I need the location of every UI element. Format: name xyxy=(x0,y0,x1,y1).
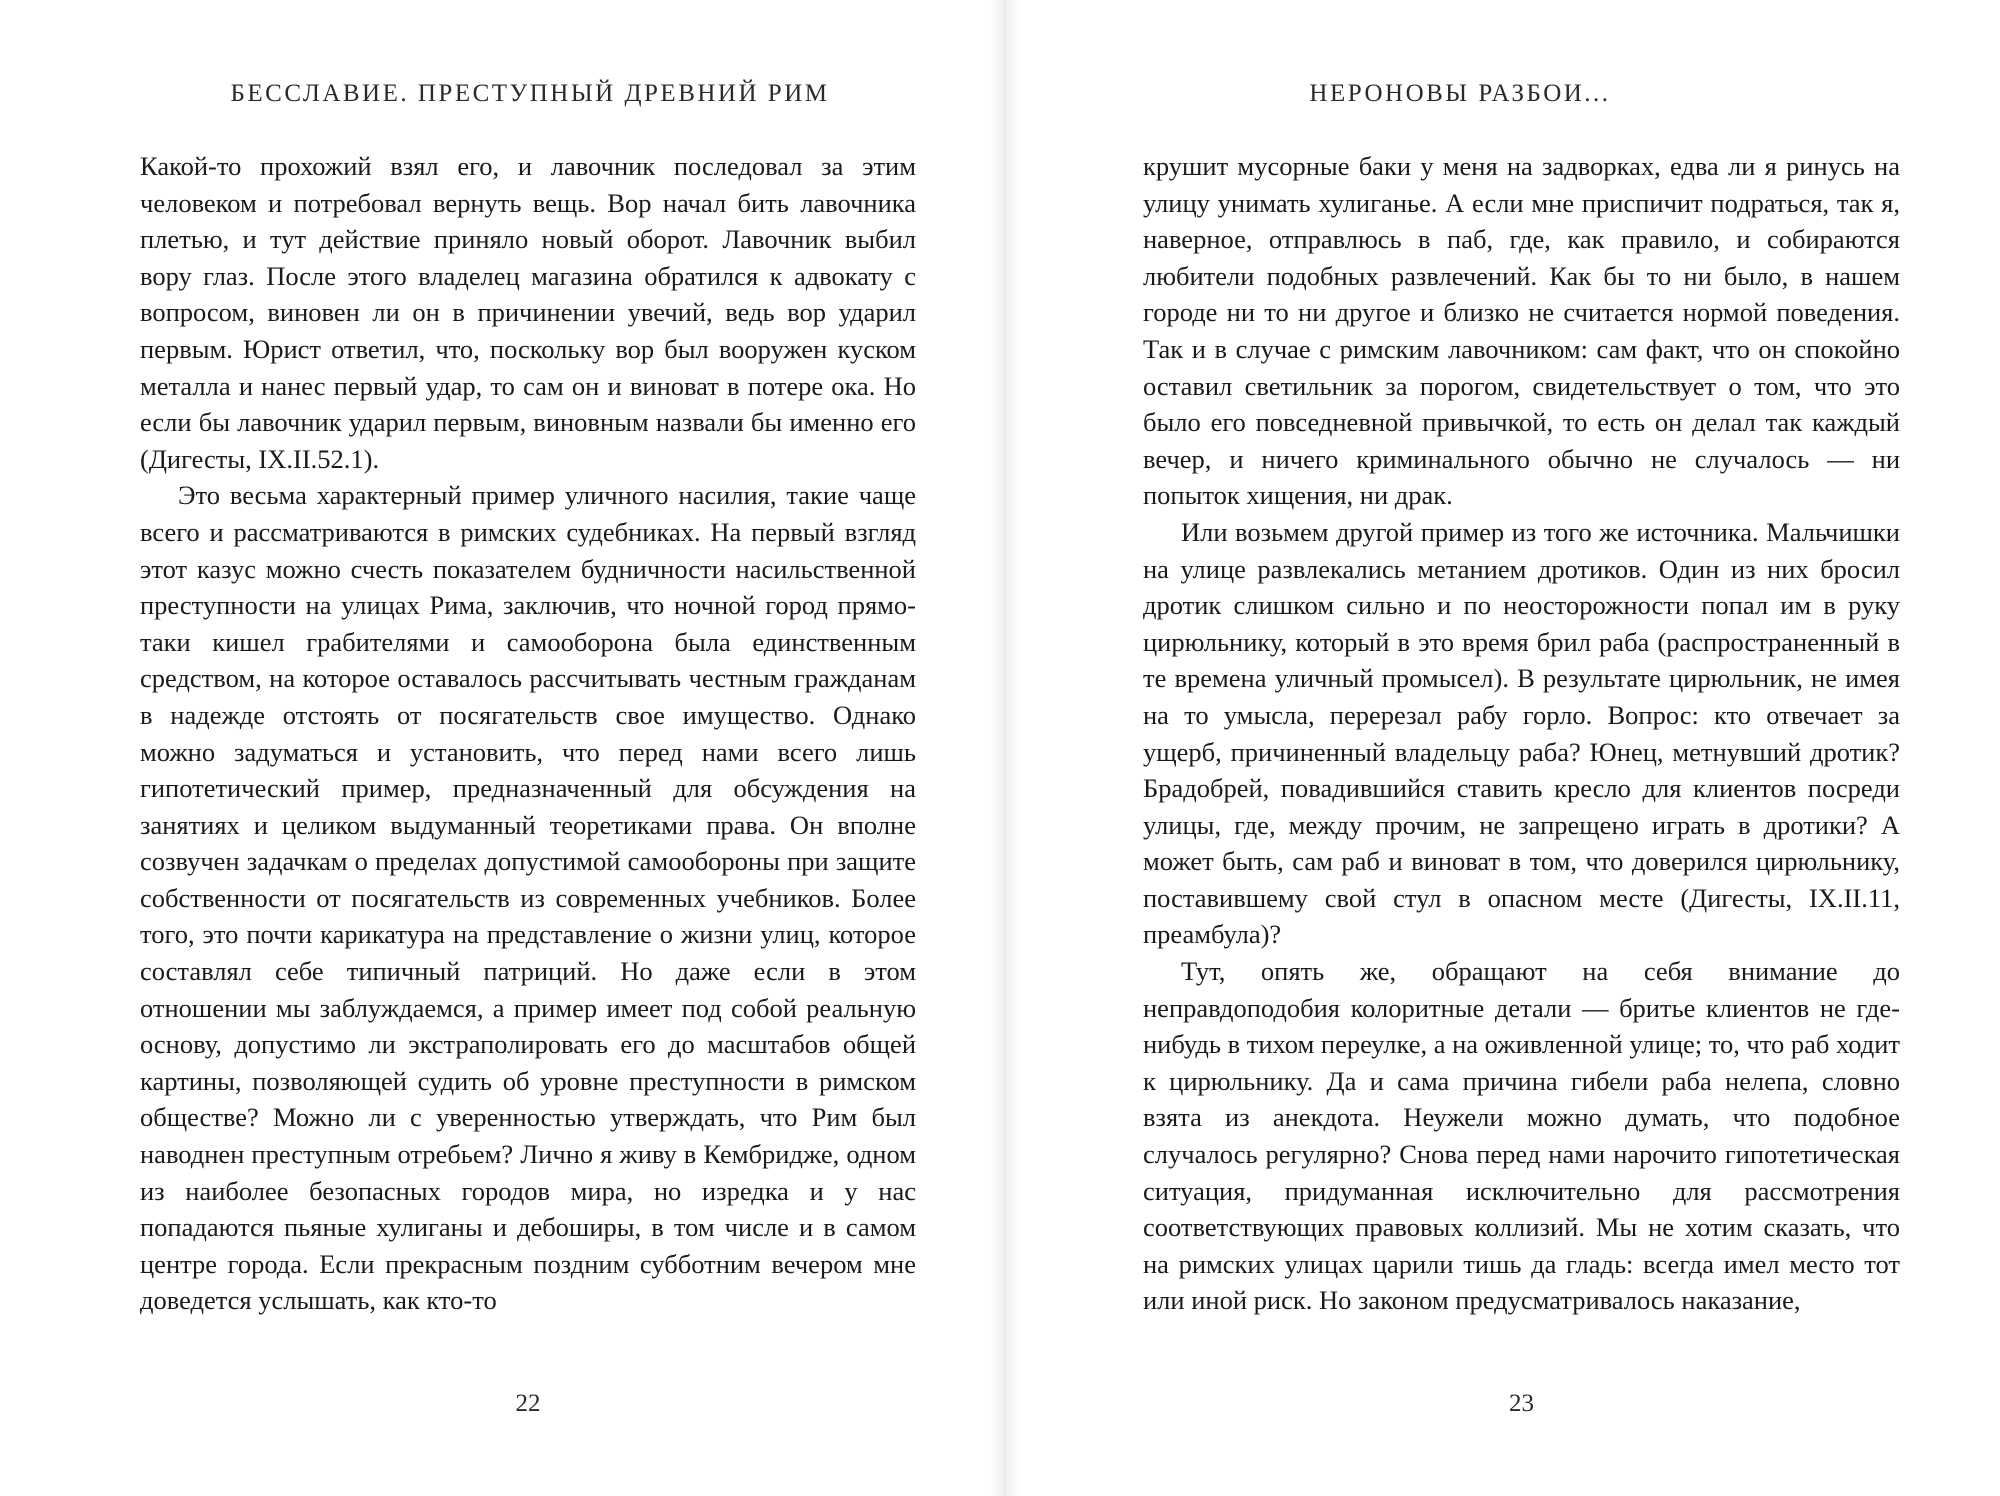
left-running-head: БЕССЛАВИЕ. ПРЕСТУПНЫЙ ДРЕВНИЙ РИМ xyxy=(230,80,830,107)
paragraph: Это весьма характерный пример уличного насилия, такие чаще всего и рассматриваются в римских судебниках. На первый взгляд этот казус можно счесть показателем будничности насильственной преступности на улицах Рима, заключив, что ночной город прямо-таки кишел грабителями и самооборона была единственным средством, на которое оставалось рассчитывать честным гражданам в надежде отстоять от посягательств свое имущество. Однако можно задуматься и установить, что перед нами всего лишь гипотетический пример, предназначенный для обсуждения на занятиях и целиком выдуманный теоретиками права. Он вполне созвучен задачкам о пределах допустимой самообороны при защите собственности от посягательств из современных учебников. Более того, это почти карикатура на представление о жизни улиц, которое составлял себе типичный патриций. Но даже если в этом отношении мы заблуждаемся, а пример имеет под собой реальную основу, допустимо ли экстраполировать его до масштабов общей картины, позволяющей судить об уровне преступности в римском обществе? Можно ли с уверенностью утверждать, что Рим был наводнен преступным отребьем? Лично я живу в Кембридже, одном из наиболее безопасных городов мира, но изредка и у нас попадаются пьяные хулиганы и дебоширы, в том числе и в самом центре города. Если прекрасным поздним субботним вечером мне доведется услышать, как кто-то xyxy=(140,480,916,1316)
left-body-text xyxy=(140,148,916,1319)
right-page xyxy=(1000,0,2000,1496)
right-body-text xyxy=(1143,148,1900,1319)
paragraph: крушит мусорные баки у меня на задворках, едва ли я ринусь на улицу унимать хулиганье. А если мне приспичит подраться, так я, наверное, отправлюсь в паб, где, как правило, и собираются любители подобных развлечений. Как бы то ни было, в нашем городе ни то ни другое и близко не считается нормой поведения. Так и в случае с римским лавочником: сам факт, что он спокойно оставил светильник за порогом, свидетельствует о том, что это было его повседневной привычкой, то есть он делал так каждый вечер, и ничего криминального обычно не случалось — ни попыток хищения, ни драк. xyxy=(1143,151,1900,511)
paragraph: Какой-то прохожий взял его, и лавочник последовал за этим человеком и потребовал вернуть вещь. Вор начал бить лавочника плетью, и тут действие приняло новый оборот. Лавочник выбил вору глаз. После этого владелец магазина обратился к адвокату с вопросом, виновен ли он в причинении увечий, ведь вор ударил первым. Юрист ответил, что, поскольку вор был вооружен куском металла и нанес первый удар, то сам он и виноват в потере ока. Но если бы лавочник ударил первым, виновным назвали бы именно его (Дигесты, IX.II.52.1). xyxy=(140,151,916,474)
paragraph: Тут, опять же, обращают на себя внимание до неправдоподобия колоритные детали — бритье клиентов не где-нибудь в тихом переулке, а на оживленной улице; то, что раб ходит к цирюльнику. Да и сама причина гибели раба нелепа, словно взята из анекдота. Неужели можно думать, что подобное случалось регулярно? Снова перед нами нарочито гипотетическая ситуация, придуманная исключительно для рассмотрения соответствующих правовых коллизий. Мы не хотим сказать, что на римских улицах царили тишь да гладь: всегда имел место тот или иной риск. Но законом предусматривалось наказание, xyxy=(1143,956,1901,1316)
paragraph: Или возьмем другой пример из того же источника. Мальчишки на улице развлекались метанием дротиков. Один из них бросил дротик слишком сильно и по неосторожности попал им в руку цирюльнику, который в это время брил раба (распространенный в те времена уличный промысел). В результате цирюльник, не имея на то умысла, перерезал рабу горло. Вопрос: кто отвечает за ущерб, причиненный владельцу раба? Юнец, метнувший дротик? Брадобрей, повадившийся ставить кресло для клиентов посреди улицы, где, между прочим, не запрещено играть в дротики? А может быть, сам раб и виноват в том, что доверился цирюльнику, поставившему свой стул в опасном месте (Дигесты, IX.II.11, преамбула)? xyxy=(1143,516,1900,950)
right-running-head: НЕРОНОВЫ РАЗБОИ... xyxy=(1309,80,1611,107)
right-page-number: 23 xyxy=(1509,1390,1534,1417)
left-page-number: 22 xyxy=(515,1390,541,1417)
